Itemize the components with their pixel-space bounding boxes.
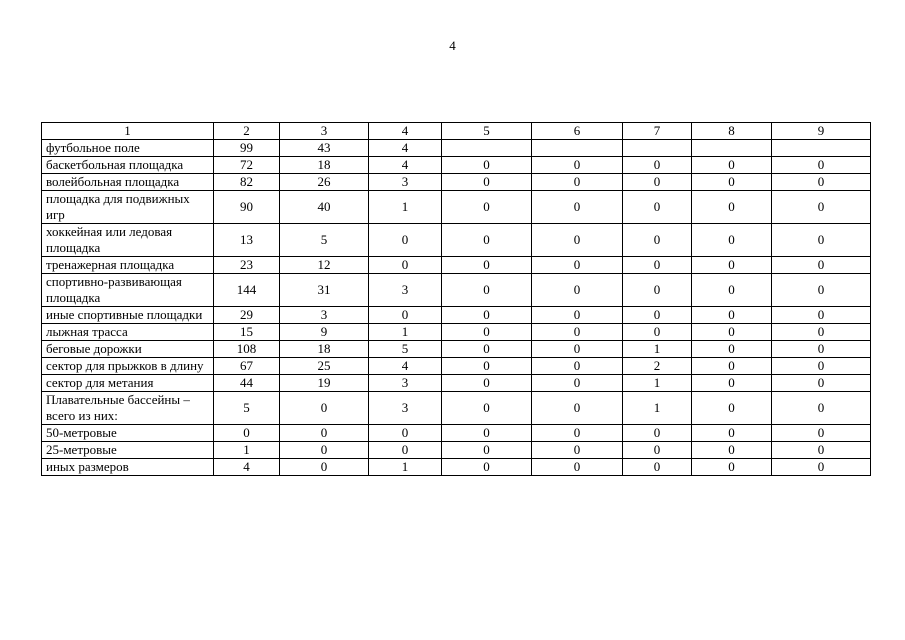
- row-label: сектор для прыжков в длину: [42, 358, 214, 375]
- row-label: волейбольная площадка: [42, 174, 214, 191]
- table-cell: 25: [280, 358, 369, 375]
- table-cell: 0: [772, 157, 871, 174]
- table-cell: 0: [623, 307, 692, 324]
- table-cell: 0: [369, 224, 442, 257]
- table-cell: 0: [369, 257, 442, 274]
- table-cell: 15: [214, 324, 280, 341]
- table-cell: 0: [772, 375, 871, 392]
- table-cell: 43: [280, 140, 369, 157]
- table-cell: 29: [214, 307, 280, 324]
- row-label: баскетбольная площадка: [42, 157, 214, 174]
- table-cell: 0: [280, 425, 369, 442]
- row-label: лыжная трасса: [42, 324, 214, 341]
- table-cell: 90: [214, 191, 280, 224]
- table-cell: 44: [214, 375, 280, 392]
- table-row: [42, 324, 871, 341]
- column-header: 8: [692, 123, 772, 140]
- table-cell: 0: [623, 324, 692, 341]
- table-row: [42, 307, 871, 324]
- table-cell: 67: [214, 358, 280, 375]
- row-label: хоккейная или ледовая площадка: [42, 224, 214, 257]
- table-cell: [692, 140, 772, 157]
- row-label: иных размеров: [42, 459, 214, 476]
- table-cell: 18: [280, 157, 369, 174]
- row-label: футбольное поле: [42, 140, 214, 157]
- table-cell: 0: [692, 392, 772, 425]
- table-cell: 1: [623, 375, 692, 392]
- table-cell: 0: [532, 191, 623, 224]
- table-cell: 0: [532, 459, 623, 476]
- table-cell: 0: [442, 442, 532, 459]
- table-cell: 0: [442, 425, 532, 442]
- table-cell: 0: [623, 157, 692, 174]
- table-cell: 0: [532, 274, 623, 307]
- page-number: 4: [449, 38, 456, 53]
- table-cell: 0: [772, 425, 871, 442]
- table-cell: 0: [442, 324, 532, 341]
- table-header-row: [42, 123, 871, 140]
- table-cell: 0: [532, 442, 623, 459]
- table-cell: 5: [214, 392, 280, 425]
- table-cell: 0: [692, 442, 772, 459]
- table-cell: 0: [772, 392, 871, 425]
- table-cell: 0: [772, 442, 871, 459]
- table-row: [42, 358, 871, 375]
- table-cell: 4: [369, 157, 442, 174]
- table-cell: 0: [442, 341, 532, 358]
- table-cell: 0: [623, 191, 692, 224]
- table-cell: 4: [369, 358, 442, 375]
- table-cell: 0: [532, 341, 623, 358]
- table-cell: 0: [623, 257, 692, 274]
- facilities-table: [41, 122, 871, 476]
- table-cell: [772, 140, 871, 157]
- table-cell: 0: [442, 191, 532, 224]
- table-cell: 3: [369, 392, 442, 425]
- table-cell: 82: [214, 174, 280, 191]
- table-cell: 0: [442, 157, 532, 174]
- row-label: беговые дорожки: [42, 341, 214, 358]
- table-cell: [623, 140, 692, 157]
- table-cell: 0: [692, 459, 772, 476]
- table-cell: 0: [772, 224, 871, 257]
- table-cell: 0: [772, 174, 871, 191]
- table-row: [42, 274, 871, 307]
- table-row: [42, 191, 871, 224]
- table-cell: 1: [369, 324, 442, 341]
- table-row: [42, 224, 871, 257]
- table-cell: 0: [280, 392, 369, 425]
- column-header: 7: [623, 123, 692, 140]
- table-cell: 0: [692, 358, 772, 375]
- table-cell: 0: [532, 392, 623, 425]
- table-cell: 1: [369, 191, 442, 224]
- table-cell: 3: [369, 274, 442, 307]
- table-cell: [442, 140, 532, 157]
- table-cell: 0: [772, 459, 871, 476]
- row-label: спортивно-развивающая площадка: [42, 274, 214, 307]
- table-cell: 0: [532, 224, 623, 257]
- column-header: 6: [532, 123, 623, 140]
- table-cell: 0: [532, 157, 623, 174]
- table-cell: 0: [532, 358, 623, 375]
- table-cell: 0: [369, 442, 442, 459]
- table-cell: 0: [280, 442, 369, 459]
- table-cell: 5: [280, 224, 369, 257]
- table-cell: 0: [442, 224, 532, 257]
- table-cell: 0: [214, 425, 280, 442]
- table-row: [42, 392, 871, 425]
- table-cell: 3: [369, 375, 442, 392]
- table-cell: 0: [532, 324, 623, 341]
- table-cell: 0: [442, 392, 532, 425]
- table-cell: 0: [772, 358, 871, 375]
- table-cell: 0: [532, 375, 623, 392]
- table-cell: 0: [442, 174, 532, 191]
- table-cell: 4: [369, 140, 442, 157]
- table-row: [42, 442, 871, 459]
- table-cell: 0: [692, 341, 772, 358]
- table-cell: 0: [369, 307, 442, 324]
- table-cell: 0: [692, 307, 772, 324]
- table-row: [42, 341, 871, 358]
- row-label: 25-метровые: [42, 442, 214, 459]
- table-cell: 2: [623, 358, 692, 375]
- row-label: площадка для подвижных игр: [42, 191, 214, 224]
- table-cell: 0: [772, 191, 871, 224]
- row-label: Плавательные бассейны – всего из них:: [42, 392, 214, 425]
- table-cell: 13: [214, 224, 280, 257]
- table-cell: [532, 140, 623, 157]
- table-cell: 0: [532, 307, 623, 324]
- table-cell: 0: [772, 274, 871, 307]
- table-cell: 0: [442, 358, 532, 375]
- table-cell: 0: [280, 459, 369, 476]
- table-cell: 0: [532, 425, 623, 442]
- table-row: [42, 257, 871, 274]
- table-cell: 0: [623, 459, 692, 476]
- table-cell: 0: [692, 257, 772, 274]
- table-cell: 99: [214, 140, 280, 157]
- column-header: 4: [369, 123, 442, 140]
- table-cell: 0: [442, 375, 532, 392]
- table-cell: 0: [623, 425, 692, 442]
- table-cell: 0: [692, 157, 772, 174]
- table-cell: 26: [280, 174, 369, 191]
- table-row: [42, 459, 871, 476]
- table-cell: 1: [623, 392, 692, 425]
- table-cell: 0: [442, 307, 532, 324]
- table-row: [42, 425, 871, 442]
- table-row: [42, 157, 871, 174]
- table-cell: 0: [692, 274, 772, 307]
- column-header: 9: [772, 123, 871, 140]
- table-cell: 18: [280, 341, 369, 358]
- table-cell: 0: [692, 174, 772, 191]
- table-cell: 5: [369, 341, 442, 358]
- table-cell: 0: [772, 257, 871, 274]
- column-header: 5: [442, 123, 532, 140]
- table-cell: 0: [623, 274, 692, 307]
- table-cell: 72: [214, 157, 280, 174]
- table-cell: 0: [772, 324, 871, 341]
- table-cell: 0: [532, 174, 623, 191]
- row-label: 50-метровые: [42, 425, 214, 442]
- table-cell: 1: [214, 442, 280, 459]
- row-label: иные спортивные площадки: [42, 307, 214, 324]
- table-cell: 0: [442, 274, 532, 307]
- table-row: [42, 375, 871, 392]
- table-cell: 0: [623, 224, 692, 257]
- table-cell: 1: [369, 459, 442, 476]
- table-cell: 19: [280, 375, 369, 392]
- table-cell: 40: [280, 191, 369, 224]
- table-cell: 0: [623, 174, 692, 191]
- row-label: сектор для метания: [42, 375, 214, 392]
- table-cell: 3: [280, 307, 369, 324]
- table-row: [42, 174, 871, 191]
- table-cell: 0: [442, 459, 532, 476]
- column-header: 1: [42, 123, 214, 140]
- table-row: [42, 140, 871, 157]
- table-cell: 0: [692, 324, 772, 341]
- table-cell: 0: [692, 224, 772, 257]
- table-cell: 0: [692, 375, 772, 392]
- table-cell: 0: [772, 307, 871, 324]
- table-cell: 23: [214, 257, 280, 274]
- column-header: 2: [214, 123, 280, 140]
- table-cell: 144: [214, 274, 280, 307]
- table-cell: 0: [532, 257, 623, 274]
- table-cell: 4: [214, 459, 280, 476]
- table-cell: 0: [772, 341, 871, 358]
- table-cell: 31: [280, 274, 369, 307]
- table-cell: 12: [280, 257, 369, 274]
- table-cell: 3: [369, 174, 442, 191]
- table-cell: 1: [623, 341, 692, 358]
- table-cell: 108: [214, 341, 280, 358]
- row-label: тренажерная площадка: [42, 257, 214, 274]
- table-cell: 0: [369, 425, 442, 442]
- table-cell: 0: [692, 425, 772, 442]
- table-cell: 0: [442, 257, 532, 274]
- column-header: 3: [280, 123, 369, 140]
- table-cell: 0: [623, 442, 692, 459]
- table-cell: 9: [280, 324, 369, 341]
- table-cell: 0: [692, 191, 772, 224]
